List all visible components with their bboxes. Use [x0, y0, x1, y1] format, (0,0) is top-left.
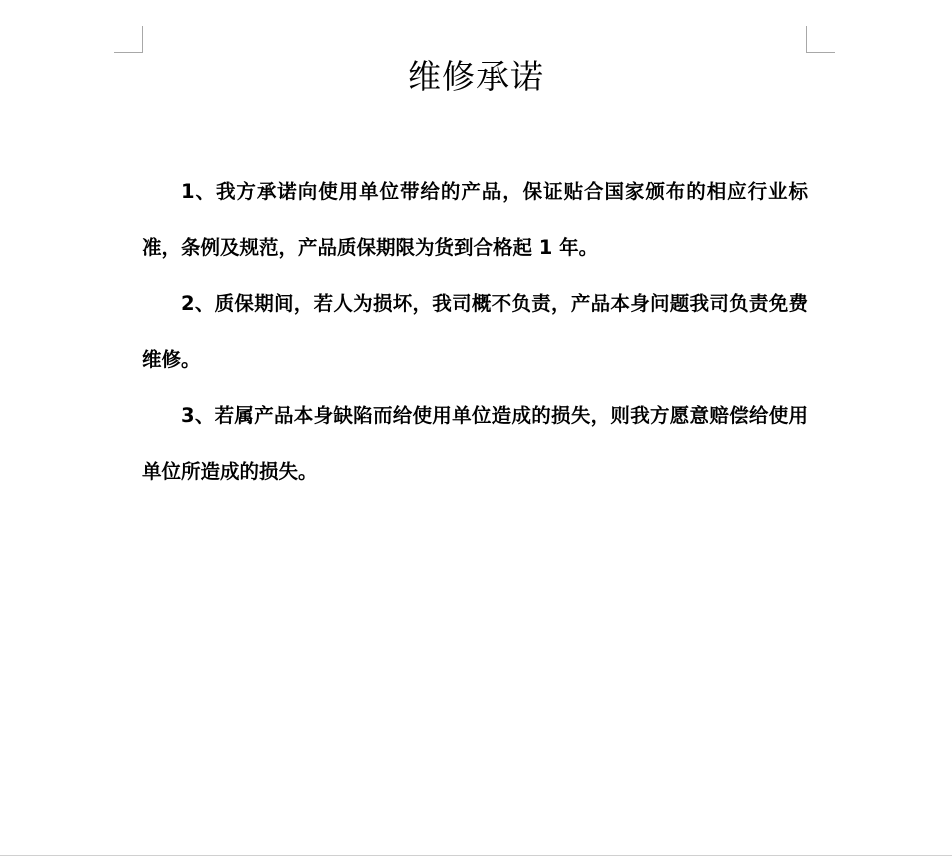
- paragraph-3: 3、若属产品本身缺陷而给使用单位造成的损失，则我方愿意赔偿给使用单位所造成的损失。: [142, 404, 808, 483]
- document-body: [142, 164, 808, 500]
- paragraph-2: 2、质保期间，若人为损坏，我司概不负责，产品本身问题我司负责免费维修。: [142, 292, 808, 371]
- paragraph-1: 1、我方承诺向使用单位带给的产品，保证贴合国家颁布的相应行业标准，条例及规范，产品质保期限为货到合格起 1 年。: [142, 180, 808, 259]
- top-left-margin-mark: [114, 26, 143, 53]
- top-right-margin-mark: [806, 26, 835, 53]
- document-title: 维修承诺: [408, 57, 544, 96]
